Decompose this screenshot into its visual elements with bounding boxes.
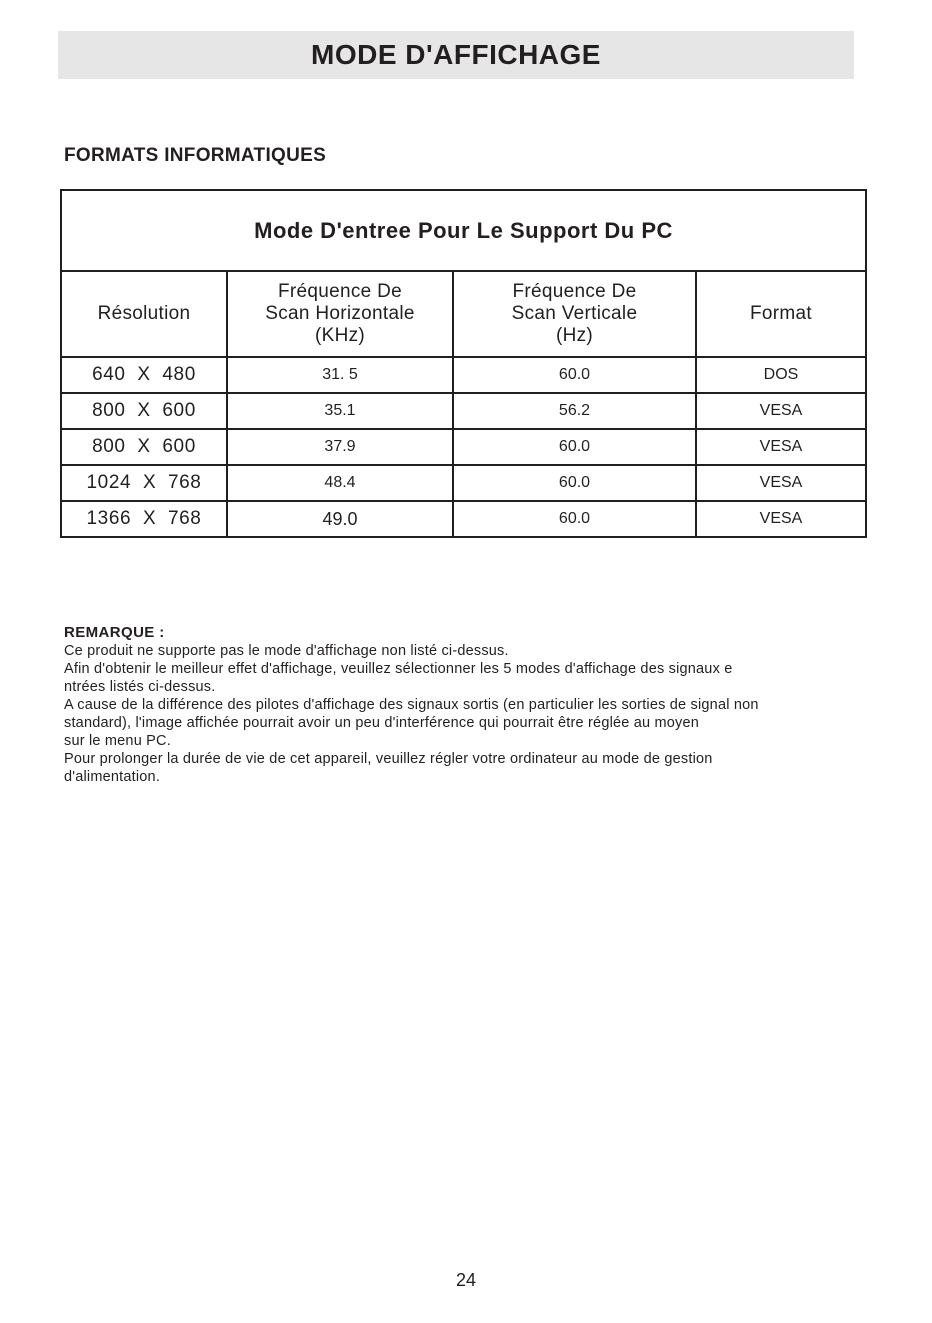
remark-line: sur le menu PC.	[64, 733, 171, 749]
remarks-label: REMARQUE :	[64, 624, 165, 641]
page-title: MODE D'AFFICHAGE	[311, 39, 601, 70]
cell-format: VESA	[696, 429, 866, 465]
header-format: Format	[696, 271, 866, 357]
cell-resolution: 800 X 600	[61, 429, 227, 465]
cell-resolution: 640 X 480	[61, 357, 227, 393]
cell-format: VESA	[696, 465, 866, 501]
remarks-section	[64, 624, 894, 786]
cell-format: DOS	[696, 357, 866, 393]
cell-v-frequency: 60.0	[453, 357, 696, 393]
cell-h-frequency: 49.0	[227, 501, 453, 537]
table-row	[61, 393, 866, 429]
remark-line: d'alimentation.	[64, 769, 161, 785]
remark-line: Ce produit ne supporte pas le mode d'affichage non listé ci-dessus.	[64, 643, 509, 659]
cell-resolution: 1024 X 768	[61, 465, 227, 501]
table-row	[61, 501, 866, 537]
section-title: FORMATS INFORMATIQUES	[64, 145, 327, 166]
cell-format: VESA	[696, 501, 866, 537]
remark-line: Afin d'obtenir le meilleur effet d'affichage, veuillez sélectionner les 5 modes d'affichage des signaux e	[64, 661, 733, 677]
remark-line: ntrées listés ci-dessus.	[64, 679, 216, 695]
cell-h-frequency: 35.1	[227, 393, 453, 429]
table-row	[61, 357, 866, 393]
remark-line: A cause de la différence des pilotes d'affichage des signaux sortis (en particulier les sorties de signal non	[64, 697, 759, 713]
cell-format: VESA	[696, 393, 866, 429]
cell-h-frequency: 37.9	[227, 429, 453, 465]
cell-v-frequency: 56.2	[453, 393, 696, 429]
header-horizontal-frequency: Fréquence De Scan Horizontale (KHz)	[227, 271, 453, 357]
remark-line: standard), l'image affichée pourrait avoir un peu d'interférence qui pourrait être réglée au moyen	[64, 715, 700, 731]
remark-line: Pour prolonger la durée de vie de cet appareil, veuillez régler votre ordinateur au mode de gestion	[64, 751, 713, 767]
cell-v-frequency: 60.0	[453, 501, 696, 537]
cell-resolution: 800 X 600	[61, 393, 227, 429]
cell-h-frequency: 48.4	[227, 465, 453, 501]
table-row	[61, 465, 866, 501]
cell-resolution: 1366 X 768	[61, 501, 227, 537]
page-number: 24	[455, 1270, 477, 1290]
cell-h-frequency: 31. 5	[227, 357, 453, 393]
table-caption: Mode D'entree Pour Le Support Du PC	[61, 190, 866, 271]
header-resolution: Résolution	[61, 271, 227, 357]
display-modes-table	[60, 189, 867, 538]
table-row	[61, 429, 866, 465]
cell-v-frequency: 60.0	[453, 465, 696, 501]
cell-v-frequency: 60.0	[453, 429, 696, 465]
header-vertical-frequency: Fréquence De Scan Verticale (Hz)	[453, 271, 696, 357]
page-title-banner	[58, 31, 854, 79]
